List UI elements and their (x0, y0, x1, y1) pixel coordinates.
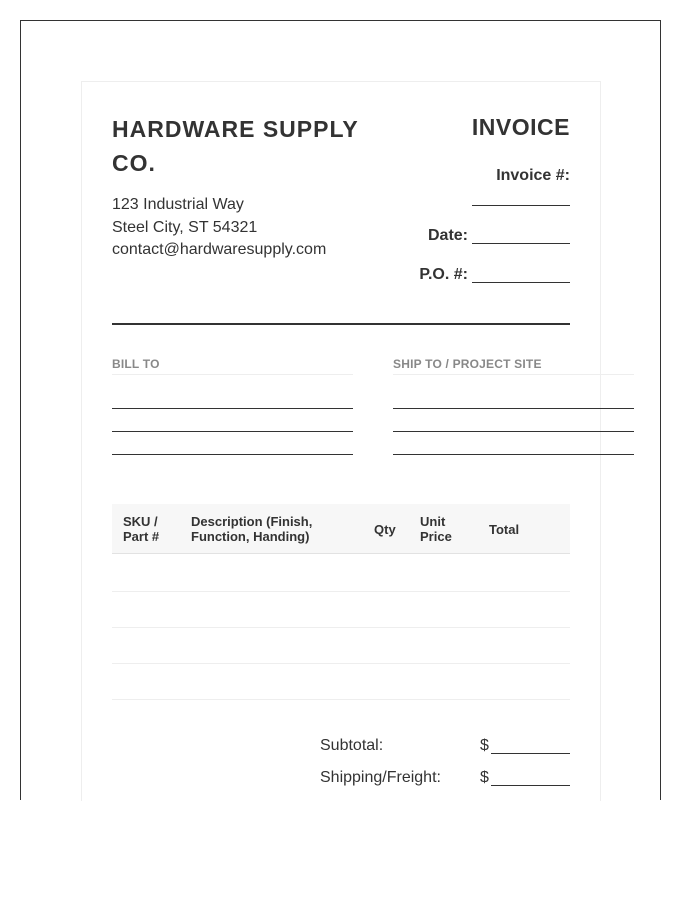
table-row[interactable] (112, 627, 570, 628)
ship-to-underline (393, 374, 634, 375)
column-header-total: Total (489, 522, 520, 537)
company-address-line1: 123 Industrial Way (112, 196, 244, 213)
table-row[interactable] (112, 663, 570, 664)
column-header-unit-price: Unit Price (420, 514, 452, 544)
subtotal-currency: $ (480, 737, 489, 754)
invoice-number-field[interactable] (472, 205, 570, 206)
company-name: HARDWARE SUPPLY CO. (112, 116, 359, 176)
ship-to-line-2[interactable] (393, 431, 634, 432)
table-row[interactable] (112, 699, 570, 700)
shipping-label: Shipping/Freight: (320, 769, 441, 786)
shipping-currency: $ (480, 769, 489, 786)
invoice-sheet (81, 81, 601, 801)
bill-to-line-1[interactable] (112, 408, 353, 409)
bill-to-label: BILL TO (112, 357, 160, 371)
header-divider (112, 323, 570, 325)
invoice-number-label: Invoice #: (496, 167, 570, 184)
ship-to-line-1[interactable] (393, 408, 634, 409)
column-header-sku: SKU / Part # (123, 514, 160, 544)
subtotal-label: Subtotal: (320, 737, 384, 754)
date-label: Date: (427, 227, 468, 244)
table-row[interactable] (112, 591, 570, 592)
bill-to-line-3[interactable] (112, 454, 353, 455)
shipping-field[interactable] (491, 785, 570, 786)
subtotal-field[interactable] (491, 753, 570, 754)
bill-to-underline (112, 374, 353, 375)
date-field[interactable] (472, 243, 570, 244)
company-address-line2: Steel City, ST 54321 (112, 219, 258, 236)
po-number-field[interactable] (472, 282, 570, 283)
invoice-title: INVOICE (471, 114, 570, 140)
column-header-description: Description (Finish, Function, Handing) (191, 514, 313, 544)
bill-to-line-2[interactable] (112, 431, 353, 432)
ship-to-label: SHIP TO / PROJECT SITE (393, 357, 542, 371)
ship-to-line-3[interactable] (393, 454, 634, 455)
column-header-qty: Qty (374, 522, 396, 537)
po-number-label: P.O. #: (419, 266, 468, 283)
company-email: contact@hardwaresupply.com (112, 241, 327, 258)
